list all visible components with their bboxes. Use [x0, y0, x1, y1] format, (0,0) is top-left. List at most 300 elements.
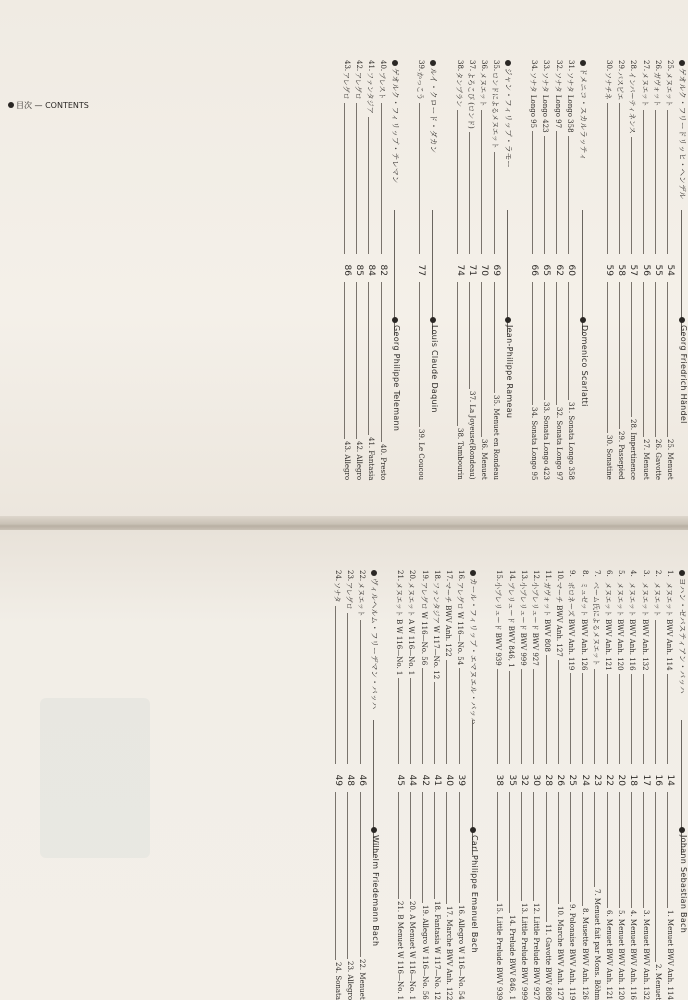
entry-title-jp: ガヴォット BWV 808: [543, 582, 552, 652]
entry-title-en: 22. Menuet: [358, 959, 367, 1000]
leader-line: [410, 792, 411, 899]
leader-line: [481, 110, 482, 254]
group-spacer: [589, 60, 601, 480]
toc-entry[interactable]: [404, 570, 416, 1000]
entry-title-jp: メヌエット: [665, 72, 673, 107]
entry-title-en: 3. Menuet BWV Anh. 132: [641, 910, 650, 1000]
entry-title-jp: メヌエット: [640, 72, 649, 107]
toc-entry[interactable]: [650, 570, 662, 1000]
toc-entry[interactable]: [601, 60, 613, 480]
entry-title-jp: アレグロ W 116—No. 54: [456, 582, 465, 666]
leader-line: [607, 792, 608, 908]
group-spacer: [380, 570, 392, 1000]
leader-line: [419, 282, 420, 427]
toc-entry[interactable]: [625, 570, 637, 1000]
toc-entry[interactable]: [552, 570, 564, 1000]
toc-entry[interactable]: [429, 570, 441, 1000]
entry-number: 42.: [354, 60, 363, 72]
toc-entry[interactable]: [441, 570, 453, 1000]
entry-title-jp: ベーム氏によるメヌエット: [591, 582, 600, 666]
entry-number: 17.: [445, 570, 453, 582]
leader-line: [356, 103, 357, 254]
leader-line: [544, 282, 545, 400]
composer-name-en: Johann Sebastian Bach: [679, 835, 688, 934]
toc-entry[interactable]: [330, 570, 342, 1000]
entry-page-number: 49: [332, 774, 343, 786]
leader-line: [619, 674, 620, 764]
leader-line: [509, 671, 510, 764]
entry-page-number: 46: [357, 774, 368, 786]
bullet-icon: [371, 570, 377, 576]
entry-title-en: 4. Menuet BWV Anh. 116: [629, 910, 638, 1000]
entry-page-number: 24: [579, 774, 590, 786]
entry-page-number: 16: [652, 774, 663, 786]
entry-title-en: 7. Menuet fait par Mons. Böhm: [592, 889, 601, 1000]
leader-line: [655, 792, 656, 962]
toc-entry[interactable]: [563, 60, 575, 480]
entry-title-en: 28. Impertinence: [629, 419, 638, 481]
entry-number: 40.: [379, 60, 388, 72]
entry-title-en: 38. Tambourin: [455, 428, 464, 480]
entry-page-number: 41: [431, 774, 442, 786]
entry-title-en: 36. Menuet: [479, 439, 488, 480]
entry-number: 10.: [556, 570, 565, 582]
entry-number: 20.: [408, 570, 417, 582]
entry-number: 6.: [605, 570, 614, 577]
entry-title-jp: 小プレリュード BWV 927: [530, 582, 539, 666]
entry-number: 27.: [641, 60, 650, 72]
entry-page-number: 86: [341, 264, 352, 276]
entry-title-jp: メヌエット B W 116—No. 1: [395, 582, 404, 676]
toc-entry[interactable]: [577, 570, 589, 1000]
leader-line: [381, 103, 382, 254]
composer-header: [674, 570, 688, 1000]
entry-title-en: 9. Polonaise BWV Anh. 119: [568, 904, 577, 1000]
entry-number: 5.: [617, 570, 626, 577]
entry-page-number: 44: [407, 774, 418, 786]
entry-number: 14.: [507, 570, 516, 582]
entry-page-number: 23: [591, 774, 602, 786]
entry-number: 32.: [554, 60, 563, 72]
toc-entry[interactable]: [516, 570, 528, 1000]
leader-line: [568, 136, 569, 254]
toc-entry[interactable]: [625, 60, 637, 480]
toc-entry[interactable]: [342, 570, 354, 1000]
entry-title-en: 30. Sonatine: [605, 435, 614, 480]
leader-line: [570, 673, 571, 764]
toc-entry[interactable]: [613, 570, 625, 1000]
leader-line: [643, 792, 644, 908]
leader-line: [607, 674, 608, 764]
leader-line: [497, 669, 498, 764]
composer-name-en: Wilhelm Friedemann Bach: [371, 835, 381, 947]
leader-line: [481, 282, 482, 437]
entry-title-en: 24. Sonata: [333, 962, 342, 1000]
leader-line: [546, 655, 547, 764]
entry-page-number: 60: [565, 264, 576, 276]
entry-number: 2.: [653, 570, 662, 577]
contents-heading-text: 目次 — CONTENTS: [16, 101, 89, 110]
leader-line: [533, 669, 534, 764]
leader-line: [631, 792, 632, 908]
entry-page-number: 66: [529, 264, 540, 276]
entry-title-en: 34. Sonata Longo 95: [530, 407, 539, 481]
entry-title-en: 15. Little Prelude BWV 939: [495, 903, 504, 1000]
leader-line: [582, 792, 583, 906]
entry-number: 12.: [531, 570, 540, 582]
entry-title-en: 29. Passepied: [617, 431, 626, 480]
composer-header: [465, 570, 479, 1000]
entry-title-jp: パスピエ: [616, 72, 625, 100]
leader-line: [459, 792, 460, 903]
entry-page-number: 65: [541, 264, 552, 276]
bullet-icon: [371, 827, 377, 833]
entry-title-jp: かっこう: [416, 72, 425, 100]
leader-line: [369, 117, 370, 254]
toc-entry[interactable]: [601, 570, 613, 1000]
leader-line: [360, 792, 361, 957]
toc-entry[interactable]: [650, 60, 662, 480]
entry-number: 3.: [641, 570, 650, 577]
entry-title-jp: よろこび (ロンド): [466, 72, 475, 129]
entry-page-number: 59: [604, 264, 615, 276]
leader-line: [447, 660, 448, 764]
entry-title-jp: メヌエット BWV Anh. 121: [604, 582, 613, 671]
entry-title-jp: ソナタ Longo 95: [529, 72, 538, 129]
leader-line: [447, 792, 448, 904]
entry-number: 43.: [342, 60, 351, 72]
entry-number: 29.: [617, 60, 626, 72]
toc-entry[interactable]: [528, 570, 540, 1000]
leader-line: [655, 282, 656, 437]
composer-header: [425, 60, 439, 480]
composer-name-en: Jean-Philippe Rameau: [505, 325, 515, 419]
leader-line: [643, 110, 644, 254]
toc-entry[interactable]: [540, 570, 552, 1000]
entry-number: 15.: [495, 570, 504, 582]
entry-page-number: 62: [553, 264, 564, 276]
leader-line: [410, 678, 411, 764]
entry-page-number: 48: [344, 774, 355, 786]
entry-title-jp: ソナタ: [332, 582, 341, 603]
entry-number: 34.: [530, 60, 539, 72]
entry-page-number: 25: [567, 774, 578, 786]
leader-line: [619, 103, 620, 254]
entry-page-number: 32: [518, 774, 529, 786]
entry-title-en: 37. La Joyeuse(Rondeau): [467, 391, 476, 480]
composer-header: [575, 60, 589, 480]
entry-page-number: 74: [454, 264, 465, 276]
entry-title-jp: ソナタ Longo 358: [565, 72, 574, 133]
show-through-shadow: [40, 698, 150, 858]
contents-heading: [8, 100, 89, 111]
bullet-icon: [679, 317, 685, 323]
entry-title-jp: ファンタジア W 117—No. 12: [431, 582, 440, 680]
leader-line: [419, 103, 420, 254]
toc-entry[interactable]: [488, 60, 500, 480]
leader-line: [655, 110, 656, 254]
entry-title-en: 5. Menuet BWV Anh. 120: [617, 910, 626, 1000]
toc-entry[interactable]: [375, 60, 387, 480]
entry-title-en: 23. Allegro: [345, 961, 354, 1000]
leader-line: [459, 668, 460, 764]
entry-title-en: 32. Sonata Longo 97: [554, 407, 563, 481]
entry-page-number: 14: [665, 774, 675, 786]
entry-title-jp: メヌエット BWV Anh. 114: [665, 582, 673, 671]
entry-title-jp: インパーティネンス: [628, 72, 637, 134]
leader-line: [469, 282, 470, 389]
leader-line: [398, 792, 399, 899]
leader-line: [335, 792, 336, 960]
leader-line: [469, 132, 470, 254]
entry-number: 8.: [580, 570, 589, 577]
leader-line: [422, 792, 423, 903]
entry-title-en: 14. Prelude BWV 846, 1: [507, 915, 516, 1000]
toc-entry[interactable]: [589, 570, 601, 1000]
entry-title-en: 21. B Menuet W 116—No. 1: [396, 901, 405, 1000]
leader-line: [668, 792, 669, 908]
entry-title-en: 40. Presto: [379, 444, 388, 481]
leader-line: [631, 137, 632, 254]
leader-line: [494, 282, 495, 393]
entry-title-jp: メヌエット BWV Anh. 116: [628, 582, 637, 671]
entry-page-number: 17: [640, 774, 651, 786]
bullet-icon: [430, 317, 436, 323]
entry-page-number: 42: [419, 774, 430, 786]
composer-header: [674, 60, 688, 480]
bullet-icon: [505, 60, 511, 66]
leader-line: [457, 110, 458, 254]
composer-name-en: Georg Philippe Telemann: [392, 325, 402, 432]
entry-page-number: 38: [494, 774, 505, 786]
entry-title-jp: アレグロ: [341, 72, 350, 100]
composer-header: [500, 60, 514, 480]
entry-number: 41.: [367, 60, 375, 72]
leader-line: [594, 792, 595, 887]
entry-title-en: 35. Menuet en Rondeau: [492, 395, 501, 481]
entry-number: 28.: [629, 60, 638, 72]
entry-title-en: 11. Gavotte BWV 808: [544, 924, 553, 1000]
entry-title-jp: アレグロ: [344, 582, 353, 610]
entry-page-number: 28: [543, 774, 554, 786]
toc-entry[interactable]: [451, 60, 463, 480]
entry-title-jp: プレリュード BWV 846, 1: [506, 582, 515, 668]
toc-upper-page: [148, 60, 688, 480]
leader-line: [631, 674, 632, 764]
leader-line: [556, 282, 557, 405]
toc-entry[interactable]: [526, 60, 538, 480]
entry-title-jp: メヌエット BWV Anh. 120: [616, 582, 625, 671]
toc-entry[interactable]: [503, 570, 515, 1000]
entry-title-en: 16. Allegro W 116—No. 54: [457, 905, 466, 1000]
entry-page-number: 71: [466, 264, 477, 276]
entry-title-jp: マーチ BWV Anh. 127: [555, 582, 564, 657]
entry-title-en: 10. Marche BWV Anh. 127: [556, 906, 565, 1000]
toc-entry[interactable]: [453, 570, 465, 1000]
entry-title-en: 42. Allegro: [354, 441, 363, 481]
entry-title-en: 31. Sonata Longo 358: [566, 402, 575, 480]
entry-number: 23.: [345, 570, 354, 582]
entry-number: 31.: [566, 60, 575, 72]
entry-page-number: 20: [616, 774, 627, 786]
composer-name-en: Carl Philippe Emanuel Bach: [470, 835, 480, 953]
composer-name-en: Domenico Scarlatti: [579, 325, 589, 407]
entry-title-en: 27. Menuet: [641, 439, 650, 480]
leader-line: [344, 282, 345, 439]
toc-entry[interactable]: [354, 570, 366, 1000]
entry-title-jp: マーチ BWV Anh. 122: [444, 582, 452, 657]
bullet-icon: [470, 570, 476, 576]
entry-title-en: 19. Allegro W 116—No. 56: [420, 905, 429, 1000]
leader-line: [558, 792, 559, 904]
composer-name-jp: ゲオルク・フリードリッヒ・ヘンデル: [678, 68, 687, 200]
composer-header: [366, 570, 380, 1000]
toc-entry[interactable]: [613, 60, 625, 480]
toc-entry[interactable]: [363, 60, 375, 480]
toc-entry[interactable]: [551, 60, 563, 480]
leader-line: [533, 792, 534, 901]
entry-number: 11.: [544, 570, 553, 582]
bullet-icon: [679, 570, 685, 576]
entry-title-en: 13. Little Prelude BWV 999: [519, 903, 528, 1000]
leader-line: [643, 674, 644, 764]
entry-page-number: 77: [416, 264, 427, 276]
entry-page-number: 26: [555, 774, 566, 786]
toc-entry[interactable]: [538, 60, 550, 480]
entry-title-en: 8. Musette BWV Anh. 126: [580, 908, 589, 1000]
leader-line: [422, 668, 423, 764]
entry-title-en: 1. Menuet BWV Anh. 114: [666, 910, 674, 1000]
entry-title-jp: メヌエット BWV Anh. 132: [640, 582, 649, 671]
entry-title-jp: ガヴォット: [652, 72, 661, 107]
leader-line: [521, 792, 522, 901]
entry-title-jp: ミュゼット BWV Anh. 126: [579, 582, 588, 671]
composer-name-jp: ジャン・フィリップ・ラモー: [504, 68, 514, 169]
group-spacer: [401, 60, 413, 480]
leader-line: [381, 282, 382, 442]
entry-number: 36.: [479, 60, 488, 72]
leader-line: [558, 660, 559, 764]
entry-title-en: 43. Allegro: [342, 441, 351, 481]
entry-title-en: 39. Le Coucou: [417, 429, 426, 481]
bullet-icon: [679, 827, 685, 833]
toc-entry[interactable]: [338, 60, 350, 480]
bullet-icon: [470, 827, 476, 833]
entry-number: 18.: [432, 570, 441, 582]
entry-title-en: 17. Marche BWV Anh. 122: [445, 906, 453, 1000]
toc-entry[interactable]: [491, 570, 503, 1000]
entry-title-en: 2. Menuet: [653, 964, 662, 1000]
entry-page-number: 39: [456, 774, 467, 786]
leader-line: [532, 282, 533, 405]
composer-name-en: Georg Friedrich Händel: [679, 325, 688, 424]
entry-title-en: 26. Gavotte: [653, 439, 662, 481]
toc-entry[interactable]: [464, 60, 476, 480]
entry-number: 9.: [568, 570, 577, 577]
entry-title-en: 12. Little Prelude BWV 927: [531, 903, 540, 1000]
entry-title-jp: メヌエット A W 116—No. 1: [407, 582, 416, 676]
entry-number: 37.: [467, 60, 476, 72]
composer-name-jp: ドメニコ・スカルラッティ: [578, 68, 588, 161]
toc-entry[interactable]: [637, 60, 649, 480]
entry-page-number: 35: [506, 774, 517, 786]
toc-entry[interactable]: [351, 60, 363, 480]
toc-entry[interactable]: [637, 570, 649, 1000]
entry-page-number: 85: [353, 264, 364, 276]
toc-entry[interactable]: [476, 60, 488, 480]
entry-title-en: 6. Menuet BWV Anh. 121: [605, 910, 614, 1000]
entry-title-jp: ロンドによるメヌエット: [491, 72, 500, 149]
entry-title-jp: メヌエット: [652, 582, 661, 617]
leader-line: [582, 673, 583, 764]
leader-line: [619, 282, 620, 429]
entry-title-jp: ポロネーズ BWV Anh. 119: [567, 582, 576, 671]
entry-page-number: 54: [665, 264, 675, 276]
toc-entry[interactable]: [392, 570, 404, 1000]
bullet-icon: [8, 102, 14, 108]
leader-line: [356, 282, 357, 439]
entry-title-jp: ファンタジア: [366, 72, 374, 114]
composer-name-jp: ゲオルク・フィリップ・テレマン: [391, 68, 401, 184]
entry-page-number: 84: [366, 264, 376, 276]
entry-page-number: 82: [378, 264, 389, 276]
entry-title-jp: 小プレリュード BWV 939: [494, 582, 503, 666]
leader-line: [668, 674, 669, 764]
group-spacer: [479, 570, 491, 1000]
leader-line: [655, 620, 656, 764]
leader-line: [668, 110, 669, 254]
leader-line: [619, 792, 620, 908]
composer-name-jp: ルイ・クロード・ダカン: [429, 68, 439, 154]
composer-name-en: Louis Claude Daquin: [430, 325, 440, 413]
entry-title-jp: メヌエット: [357, 582, 366, 617]
entry-page-number: 69: [491, 264, 502, 276]
entry-number: 1.: [666, 570, 674, 577]
toc-entry[interactable]: [662, 570, 674, 1000]
leader-line: [398, 678, 399, 764]
entry-number: 7.: [592, 570, 601, 577]
entry-title-en: 25. Menuet: [666, 439, 674, 480]
entry-number: 26.: [653, 60, 662, 72]
leader-line: [607, 103, 608, 254]
entry-title-en: 41. Fantasia: [367, 437, 375, 481]
entry-page-number: 22: [604, 774, 615, 786]
entry-title-jp: タンブラン: [454, 72, 463, 107]
entry-number: 4.: [629, 570, 638, 577]
toc-entry[interactable]: [662, 60, 674, 480]
toc-entry[interactable]: [413, 60, 425, 480]
group-spacer: [514, 60, 526, 480]
entry-number: 24.: [333, 570, 342, 582]
entry-title-jp: アレグロ: [353, 72, 362, 100]
entry-page-number: 18: [628, 774, 639, 786]
toc-entry[interactable]: [564, 570, 576, 1000]
composer-name-jp: ヴィルヘルム・フリーデマン・バッハ: [370, 578, 380, 710]
entry-page-number: 45: [395, 774, 406, 786]
entry-number: 39.: [417, 60, 426, 72]
toc-entry[interactable]: [416, 570, 428, 1000]
leader-line: [668, 282, 669, 437]
leader-line: [344, 103, 345, 254]
entry-title-en: 20. A Menuet W 116—No. 1: [408, 901, 417, 1000]
entry-page-number: 58: [616, 264, 627, 276]
toc-lower-page: [148, 570, 688, 1000]
entry-title-jp: ソナチネ: [604, 72, 613, 100]
leader-line: [556, 131, 557, 254]
leader-line: [546, 792, 547, 922]
leader-line: [568, 282, 569, 400]
entry-title-jp: プレスト: [378, 72, 387, 100]
